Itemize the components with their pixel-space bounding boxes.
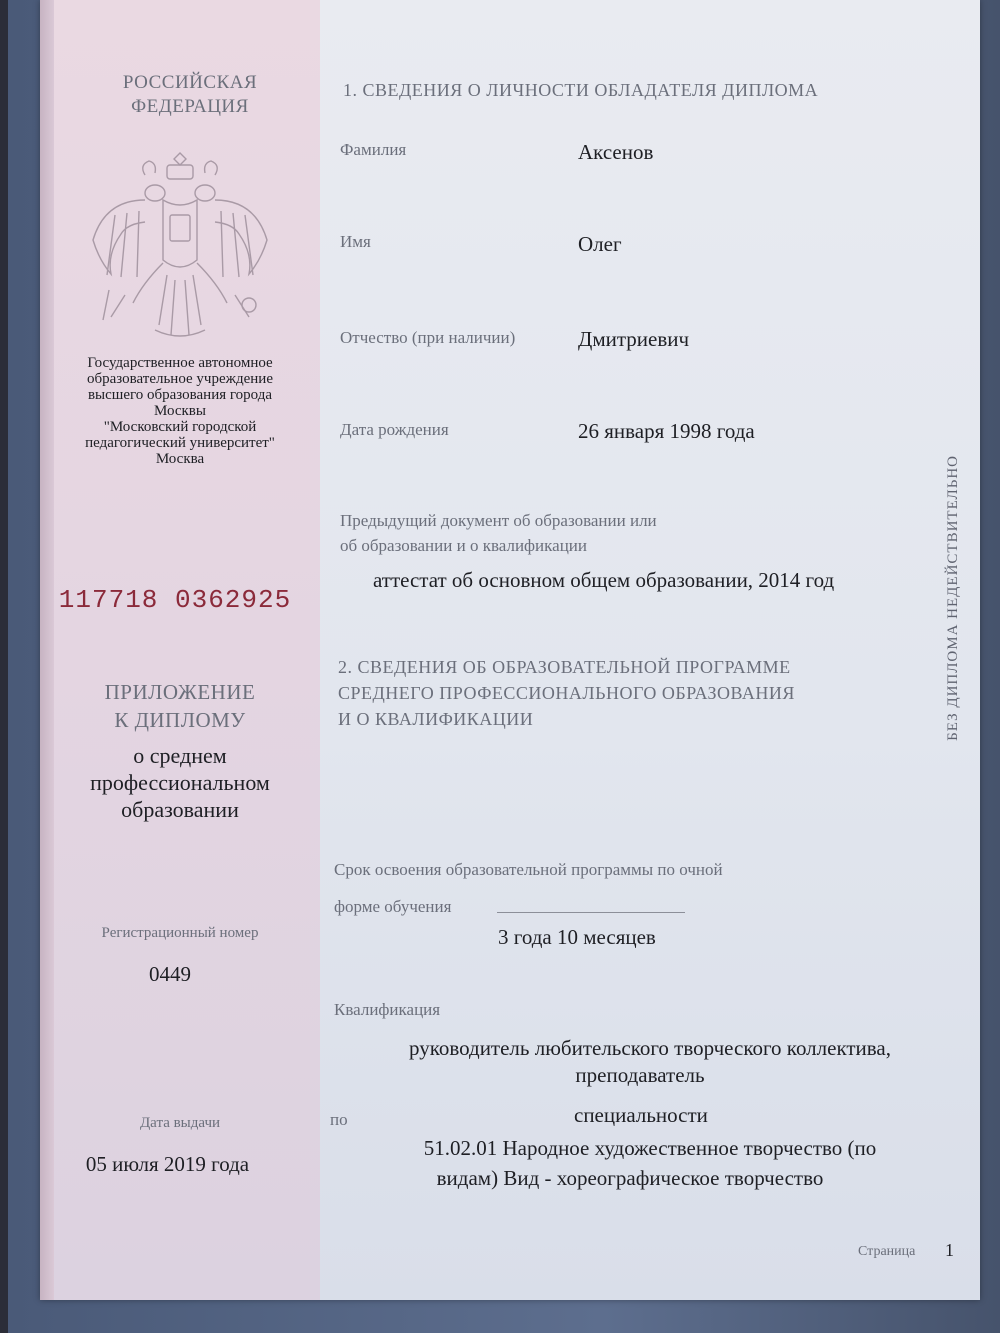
dob-label: Дата рождения <box>340 420 449 439</box>
section-2-heading-line: СРЕДНЕГО ПРОФЕССИОНАЛЬНОГО ОБРАЗОВАНИЯ <box>338 683 795 703</box>
diploma-type-line: образовании <box>121 797 239 822</box>
previous-document-label-line: об образовании и о квалификации <box>340 536 587 555</box>
section-2-heading <box>338 654 918 732</box>
registration-number: 0449 <box>149 962 191 986</box>
qualification-line: преподаватель <box>575 1063 705 1087</box>
name-value: Олег <box>578 232 622 256</box>
surname-value: Аксенов <box>578 140 654 164</box>
diploma-type <box>60 742 300 823</box>
specialty-label: специальности <box>574 1103 708 1127</box>
specialty-line: 51.02.01 Народное художественное творчество (по <box>423 1136 877 1160</box>
country-name <box>95 72 285 118</box>
institution-line: Москва <box>155 451 205 467</box>
issue-date-label: Дата выдачи <box>139 1115 221 1131</box>
patronymic-value: Дмитриевич <box>578 327 690 351</box>
qualification-line: руководитель любительского творческого коллектива, <box>408 1036 891 1060</box>
dob-value: 26 января 1998 года <box>578 419 755 443</box>
study-term-value: 3 года 10 месяцев <box>498 925 656 949</box>
institution-line: Государственное автономное <box>87 355 273 371</box>
validity-notice: БЕЗ ДИПЛОМА НЕДЕЙСТВИТЕЛЬНО <box>945 455 961 741</box>
po-label: по <box>330 1110 348 1129</box>
russian-coat-of-arms-icon <box>85 145 275 350</box>
appendix-line-2: К ДИПЛОМУ <box>114 708 246 732</box>
study-term-label: Срок освоения образовательной программы по очной <box>334 860 723 879</box>
previous-document-value: аттестат об основном общем образовании, 2014 год <box>373 568 835 592</box>
appendix-line-1: ПРИЛОЖЕНИЕ <box>104 680 256 704</box>
institution-line: образовательное учреждение <box>86 371 273 387</box>
name-label: Имя <box>340 232 371 251</box>
page-label: Страница <box>858 1244 916 1259</box>
page-number: 1 <box>945 1240 954 1260</box>
patronymic-label: Отчество (при наличии) <box>340 328 516 347</box>
section-1-heading: 1. СВЕДЕНИЯ О ЛИЧНОСТИ ОБЛАДАТЕЛЯ ДИПЛОМА <box>343 80 819 100</box>
appendix-title <box>75 678 285 734</box>
surname-label: Фамилия <box>340 140 407 159</box>
issue-date: 05 июля 2019 года <box>85 1152 250 1176</box>
fill-line <box>497 912 685 913</box>
registration-label: Регистрационный номер <box>101 925 259 941</box>
study-term-label-2: форме обучения <box>334 897 452 916</box>
serial-number: 117718 0362925 <box>58 585 292 615</box>
specialty-line: видам) Вид - хореографическое творчество <box>436 1166 824 1190</box>
previous-document-label <box>340 508 657 558</box>
qualification-label: Квалификация <box>334 1000 441 1019</box>
specialty-value <box>350 1133 950 1193</box>
section-2-heading-line: И О КВАЛИФИКАЦИИ <box>338 709 534 729</box>
institution-line: педагогический университет" <box>85 435 275 451</box>
previous-document-label-line: Предыдущий документ об образовании или <box>340 511 657 530</box>
diploma-type-line: о среднем <box>133 743 227 768</box>
diploma-type-line: профессиональном <box>90 770 270 795</box>
institution-line: "Московский городской <box>103 419 257 435</box>
institution-name <box>60 355 300 467</box>
qualification-value <box>340 1035 960 1089</box>
institution-line: высшего образования города <box>87 387 273 403</box>
country-line-2: ФЕДЕРАЦИЯ <box>131 96 249 117</box>
sheet-edge <box>40 0 54 1300</box>
country-line-1: РОССИЙСКАЯ <box>122 72 258 93</box>
section-2-heading-line: 2. СВЕДЕНИЯ ОБ ОБРАЗОВАТЕЛЬНОЙ ПРОГРАММЕ <box>338 657 791 677</box>
institution-line: Москвы <box>154 403 206 419</box>
